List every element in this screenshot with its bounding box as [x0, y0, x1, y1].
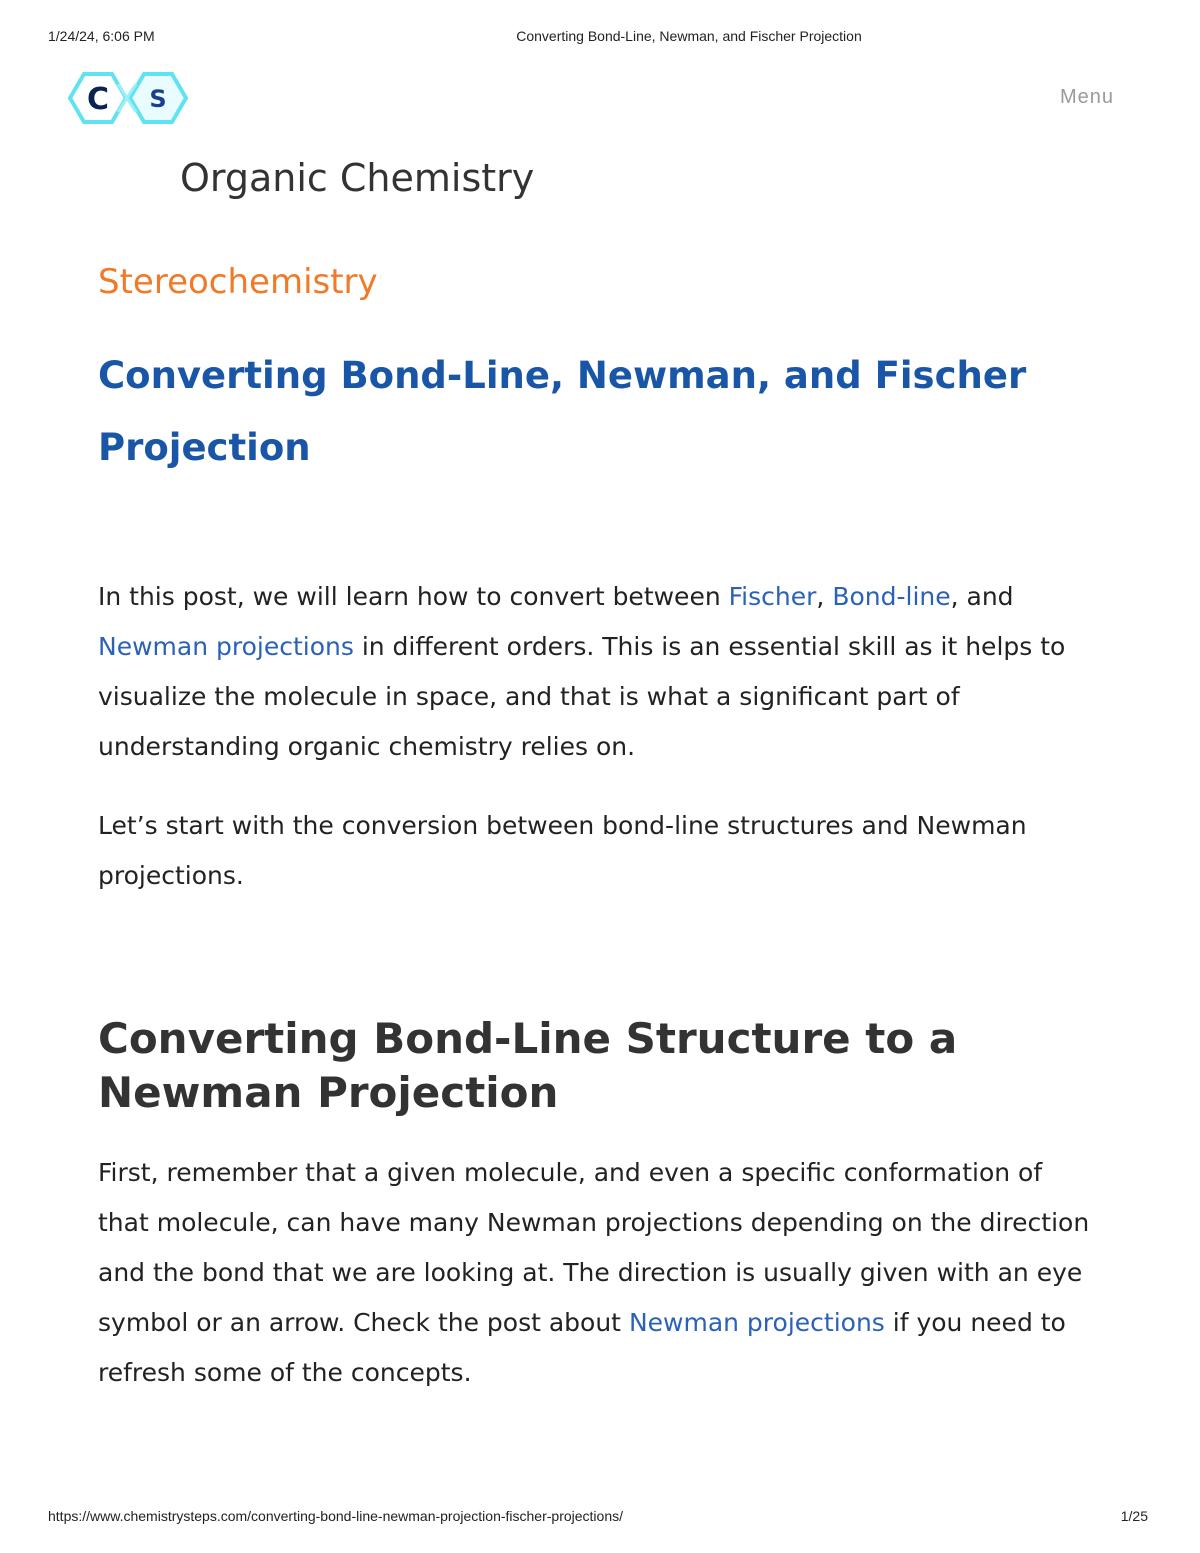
print-url: https://www.chemistrysteps.com/converting-bond-line-newman-projection-fischer-projections/ [48, 1508, 624, 1524]
print-footer [0, 1508, 1200, 1528]
category-link[interactable]: Stereochemistry [98, 262, 378, 302]
print-datetime: 1/24/24, 6:06 PM [48, 28, 155, 44]
intro-text-1: In this post, we will learn how to convert between [98, 582, 729, 611]
site-section-heading: Organic Chemistry [180, 156, 535, 200]
logo-letter-c: C [86, 82, 110, 117]
intro-text-4: in different orders. This is an essential skill as it helps to visualize the molecule in space, and that is what a significant part of understanding organic chemistry relies on. [98, 632, 1066, 761]
post-title: Converting Bond-Line, Newman, and Fischer Projection [98, 354, 1027, 469]
newman-projections-link[interactable]: Newman projections [98, 632, 354, 661]
intro-text-2: , [816, 582, 833, 611]
hexagon-logo-icon [66, 70, 194, 126]
print-title: Converting Bond-Line, Newman, and Fischer Projection [516, 28, 862, 44]
paragraph-3 [98, 1148, 1098, 1398]
intro-paragraph [98, 572, 1098, 772]
paragraph-2: Let’s start with the conversion between bond-line structures and Newman projections. [98, 811, 1027, 890]
fischer-link[interactable]: Fischer [728, 582, 817, 611]
intro-text-3: , and [950, 582, 1014, 611]
page-number: 1/25 [1120, 1508, 1148, 1524]
bond-line-link[interactable]: Bond-line [832, 582, 951, 611]
para3-text-1: First, remember that a given molecule, and even a specific conformation of that molecule, can have many Newman projections depending on the direction and the bond that we are looking at. The direction is usually given with an eye symbol or an arrow. Check the post about [98, 1158, 1090, 1337]
site-logo[interactable] [66, 70, 194, 126]
menu-button[interactable]: Menu [1059, 86, 1114, 108]
newman-projections-post-link[interactable]: Newman projections [628, 1308, 885, 1337]
print-header [0, 28, 1200, 48]
logo-letter-s: S [149, 85, 167, 113]
section-heading: Converting Bond-Line Structure to a Newman Projection [98, 1014, 958, 1117]
para3-text-2: if you need to refresh some of the concepts. [98, 1308, 1066, 1387]
